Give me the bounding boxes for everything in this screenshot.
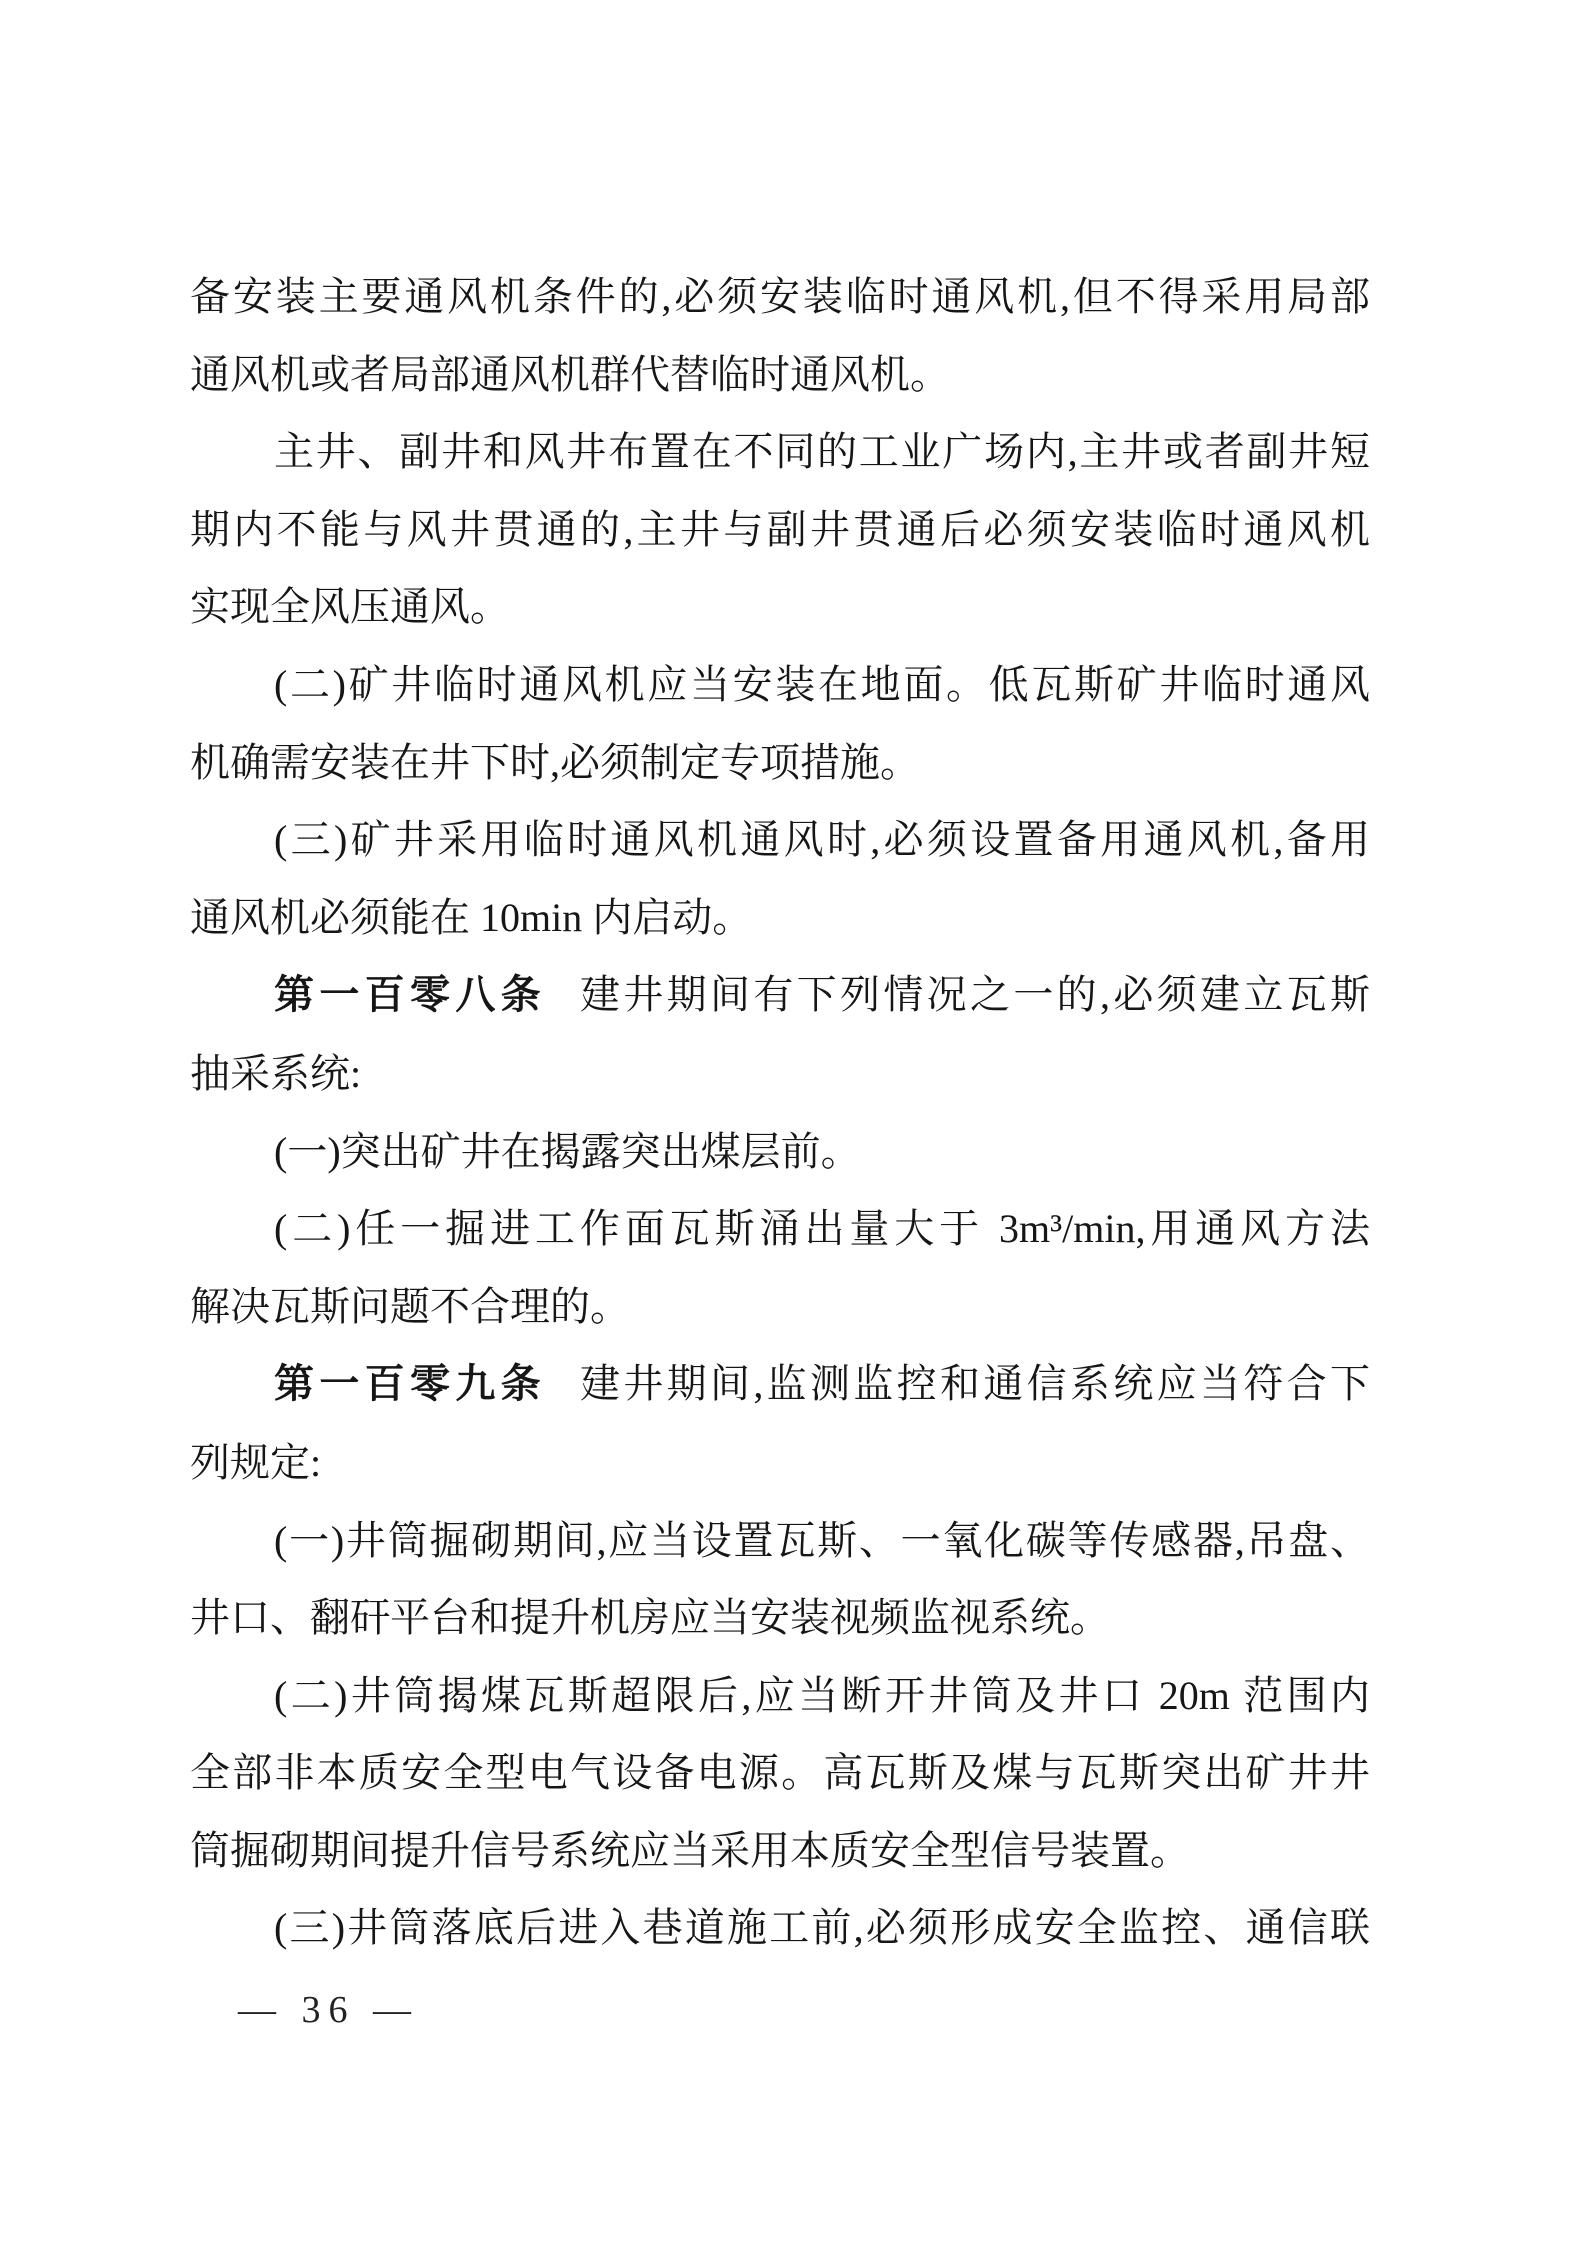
text-line: 抽采系统: [190, 1050, 362, 1096]
text-line: (三)井筒落底后进入巷道施工前,必须形成安全监控、通信联 [274, 1905, 1370, 1951]
article-heading-line [190, 956, 1370, 1035]
article-number: 第一百零九条 [274, 1362, 546, 1407]
article-heading-line [190, 1345, 1370, 1424]
text-line: (二)任一掘进工作面瓦斯涌出量大于 3m³/min,用通风方法 [274, 1206, 1370, 1252]
text-line: 通风机或者局部通风机群代替临时通风机。 [190, 351, 950, 397]
article-text: 建井期间有下列情况之一的,必须建立瓦斯 [580, 972, 1370, 1018]
text-line: (一)井筒掘砌期间,应当设置瓦斯、一氧化碳等传感器,吊盘、 [274, 1517, 1370, 1563]
article-text: 建井期间,监测监控和通信系统应当符合下 [580, 1361, 1370, 1407]
text-line: (三)矿井采用临时通风机通风时,必须设置备用通风机,备用 [274, 817, 1370, 863]
text-line: 井口、翻矸平台和提升机房应当安装视频监视系统。 [190, 1595, 1110, 1641]
text-line: 期内不能与风井贯通的,主井与副井贯通后必须安装临时通风机 [190, 506, 1370, 552]
text-line: (二)矿井临时通风机应当安装在地面。低瓦斯矿井临时通风 [274, 661, 1370, 707]
text-line: (一)突出矿井在揭露突出煤层前。 [274, 1128, 861, 1174]
text-line: 机确需安装在井下时,必须制定专项措施。 [190, 739, 920, 785]
text-line: 实现全风压通风。 [190, 584, 510, 630]
text-line: (二)井筒揭煤瓦斯超限后,应当断开井筒及井口 20m 范围内 [274, 1672, 1370, 1718]
text-line: 筒掘砌期间提升信号系统应当采用本质安全型信号装置。 [190, 1827, 1190, 1873]
text-line: 备安装主要通风机条件的,必须安装临时通风机,但不得采用局部 [190, 274, 1370, 319]
text-line: 列规定: [190, 1439, 322, 1485]
text-line: 主井、副井和风井布置在不同的工业广场内,主井或者副井短 [274, 429, 1370, 475]
text-line: 全部非本质安全型电气设备电源。高瓦斯及煤与瓦斯突出矿井井 [190, 1750, 1370, 1796]
page-number: — 36 — [238, 1989, 419, 2031]
text-line: 解决瓦斯问题不合理的。 [190, 1283, 630, 1329]
text-line: 通风机必须能在 10min 内启动。 [190, 894, 753, 940]
article-number: 第一百零八条 [274, 973, 546, 1018]
body-text [190, 258, 1370, 1967]
